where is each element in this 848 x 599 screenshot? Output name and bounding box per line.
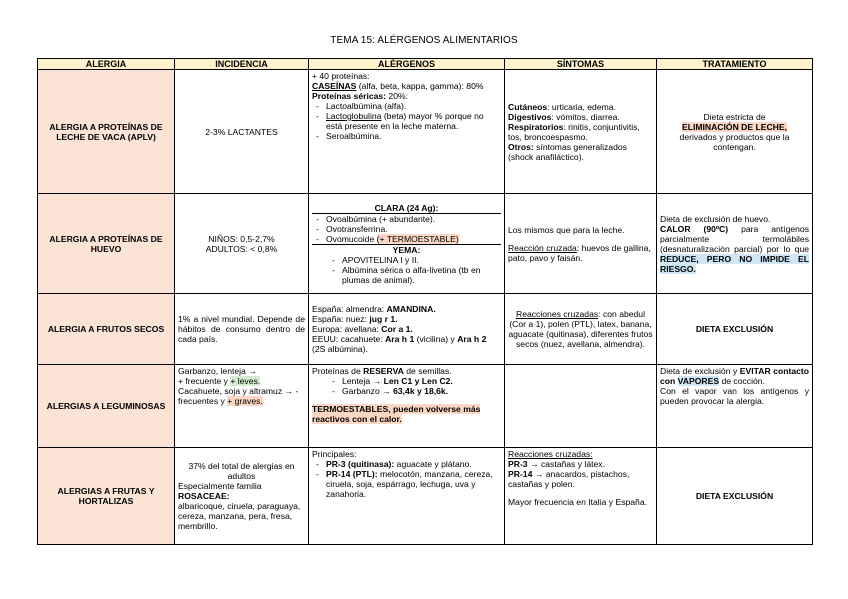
list-item: - APOVITELINA I y II. — [342, 255, 501, 265]
allergens-table — [37, 58, 813, 545]
row-allergy-name: ALERGIA A PROTEÍNAS DE LECHE DE VACA (APLV) — [38, 70, 175, 194]
row-treatment: DIETA EXCLUSIÓN — [657, 294, 813, 365]
table-row — [38, 294, 813, 365]
header-sintomas: SÍNTOMAS — [505, 59, 657, 70]
row-allergens: España: almendra: AMANDINA. España: nuez: jug r 1. Europa: avellana: Cor a 1. EEUU: cacahuete: Ara h 1 (vicilina) y Ara h 2 (2S albúmina). — [309, 294, 505, 365]
row-allergy-name: ALERGIAS A FRUTAS Y HORTALIZAS — [38, 448, 175, 545]
list-item: - Lactoglobulina (beta) mayor % porque no está presente en la leche materna. — [326, 111, 501, 131]
list-item: - Albúmina sérica o alfa-livetina (tb en plumas de animal). — [342, 265, 501, 285]
list-item: - Garbanzo → 63,4k y 18,6k. — [342, 386, 501, 396]
row-allergy-name: ALERGIA A FRUTOS SECOS — [38, 294, 175, 365]
row-symptoms: Reacciones cruzadas: PR-3 → castañas y látex. PR-14 → anacardos, pistachos, castañas y polen. Mayor frecuencia en Italia y España. — [505, 448, 657, 545]
table-row — [38, 70, 813, 194]
row-treatment: Dieta de exclusión de huevo. CALOR (90ºC) para antígenos parcialmente termolábiles (desnaturalización parcial) por lo que REDUCE, PERO NO IMPIDE EL RIESGO. — [657, 194, 813, 294]
list-item: - PR-3 (quitinasa): aguacate y plátano. — [326, 459, 501, 469]
row-allergens: Principales: - PR-3 (quitinasa): aguacate y plátano. - PR-14 (PTL): melocotón, manzana, cereza, ciruela, soja, espárrago, lechuga, uva y zanahoria. — [309, 448, 505, 545]
list-item: - Ovomucoide (+ TERMOESTABLE) — [326, 234, 501, 244]
header-alergenos: ALÉRGENOS — [309, 59, 505, 70]
row-allergens: CLARA (24 Ag): - Ovoalbúmina (+ abundante). - Ovotransferrina. - Ovomucoide (+ TERMOESTABLE) YEMA: - APOVITELINA I y II. - Albúmina sérica o alfa-livetina (tb en plumas de animal). — [309, 194, 505, 294]
header-alergia: ALERGIA — [38, 59, 175, 70]
row-allergens: Proteínas de RESERVA de semillas. - Lenteja → Len C1 y Len C2. - Garbanzo → 63,4k y 18,6k. TERMOESTABLES, pueden volverse más reactivos con el calor. — [309, 365, 505, 448]
page-title: TEMA 15: ALÉRGENOS ALIMENTARIOS — [330, 35, 518, 46]
table-row — [38, 194, 813, 294]
row-allergy-name: ALERGIAS A LEGUMINOSAS — [38, 365, 175, 448]
row-treatment: Dieta de exclusión y EVITAR contacto con VAPORES de cocción. Con el vapor van los antígenos y pueden provocar la alergia. — [657, 365, 813, 448]
list-item: - Ovotransferrina. — [326, 224, 501, 234]
row-treatment: Dieta estricta de ELIMINACIÓN DE LECHE, derivados y productos que la contengan. — [657, 70, 813, 194]
table-row — [38, 448, 813, 545]
row-allergy-name: ALERGIA A PROTEÍNAS DE HUEVO — [38, 194, 175, 294]
row-incidence: NIÑOS: 0,5-2,7% ADULTOS: < 0,8% — [175, 194, 309, 294]
row-incidence: 1% a nivel mundial. Depende de hábitos de consumo dentro de cada país. — [175, 294, 309, 365]
header-incidencia: INCIDENCIA — [175, 59, 309, 70]
row-allergens: + 40 proteínas: CASEÍNAS (alfa, beta, kappa, gamma): 80% Proteínas séricas: 20%: - Lactoalbúmina (alfa). - Lactoglobulina (beta) mayor % porque no está presente en la leche materna. - Seroalbúmina. — [309, 70, 505, 194]
list-item: - Lactoalbúmina (alfa). — [326, 101, 501, 111]
row-symptoms: Cutáneos: urticaria, edema. Digestivos: vómitos, diarrea. Respiratorios: rinitis, conjuntivitis, tos, broncoespasmo. Otros: síntomas generalizados (shock anafiláctico). — [505, 70, 657, 194]
list-item: - Ovoalbúmina (+ abundante). — [326, 214, 501, 224]
list-item: - Lenteja → Len C1 y Len C2. — [342, 376, 501, 386]
row-incidence: 2-3% LACTANTES — [175, 70, 309, 194]
row-incidence: Garbanzo, lenteja → + frecuente y + leves. Cacahuete, soja y altramuz → - frecuentes y + graves. — [175, 365, 309, 448]
row-symptoms: Los mismos que para la leche. Reacción cruzada: huevos de gallina, pato, pavo y faisán. — [505, 194, 657, 294]
row-incidence: 37% del total de alergias en adultos Especialmente familia ROSACEAE: albaricoque, ciruela, paraguaya, cereza, manzana, pera, fresa, membrillo. — [175, 448, 309, 545]
row-symptoms — [505, 365, 657, 448]
header-tratamiento: TRATAMIENTO — [657, 59, 813, 70]
list-item: - PR-14 (PTL): melocotón, manzana, cereza, ciruela, soja, espárrago, lechuga, uva y zanahoria. — [326, 469, 501, 499]
table-header-row — [38, 59, 813, 70]
row-treatment: DIETA EXCLUSIÓN — [657, 448, 813, 545]
table-row — [38, 365, 813, 448]
row-symptoms: Reacciones cruzadas: con abedul (Cor a 1), polen (PTL), latex, banana, aguacate (quitinasa), diferentes frutos secos (nuez, avellana, almendra). — [505, 294, 657, 365]
list-item: - Seroalbúmina. — [326, 131, 501, 141]
